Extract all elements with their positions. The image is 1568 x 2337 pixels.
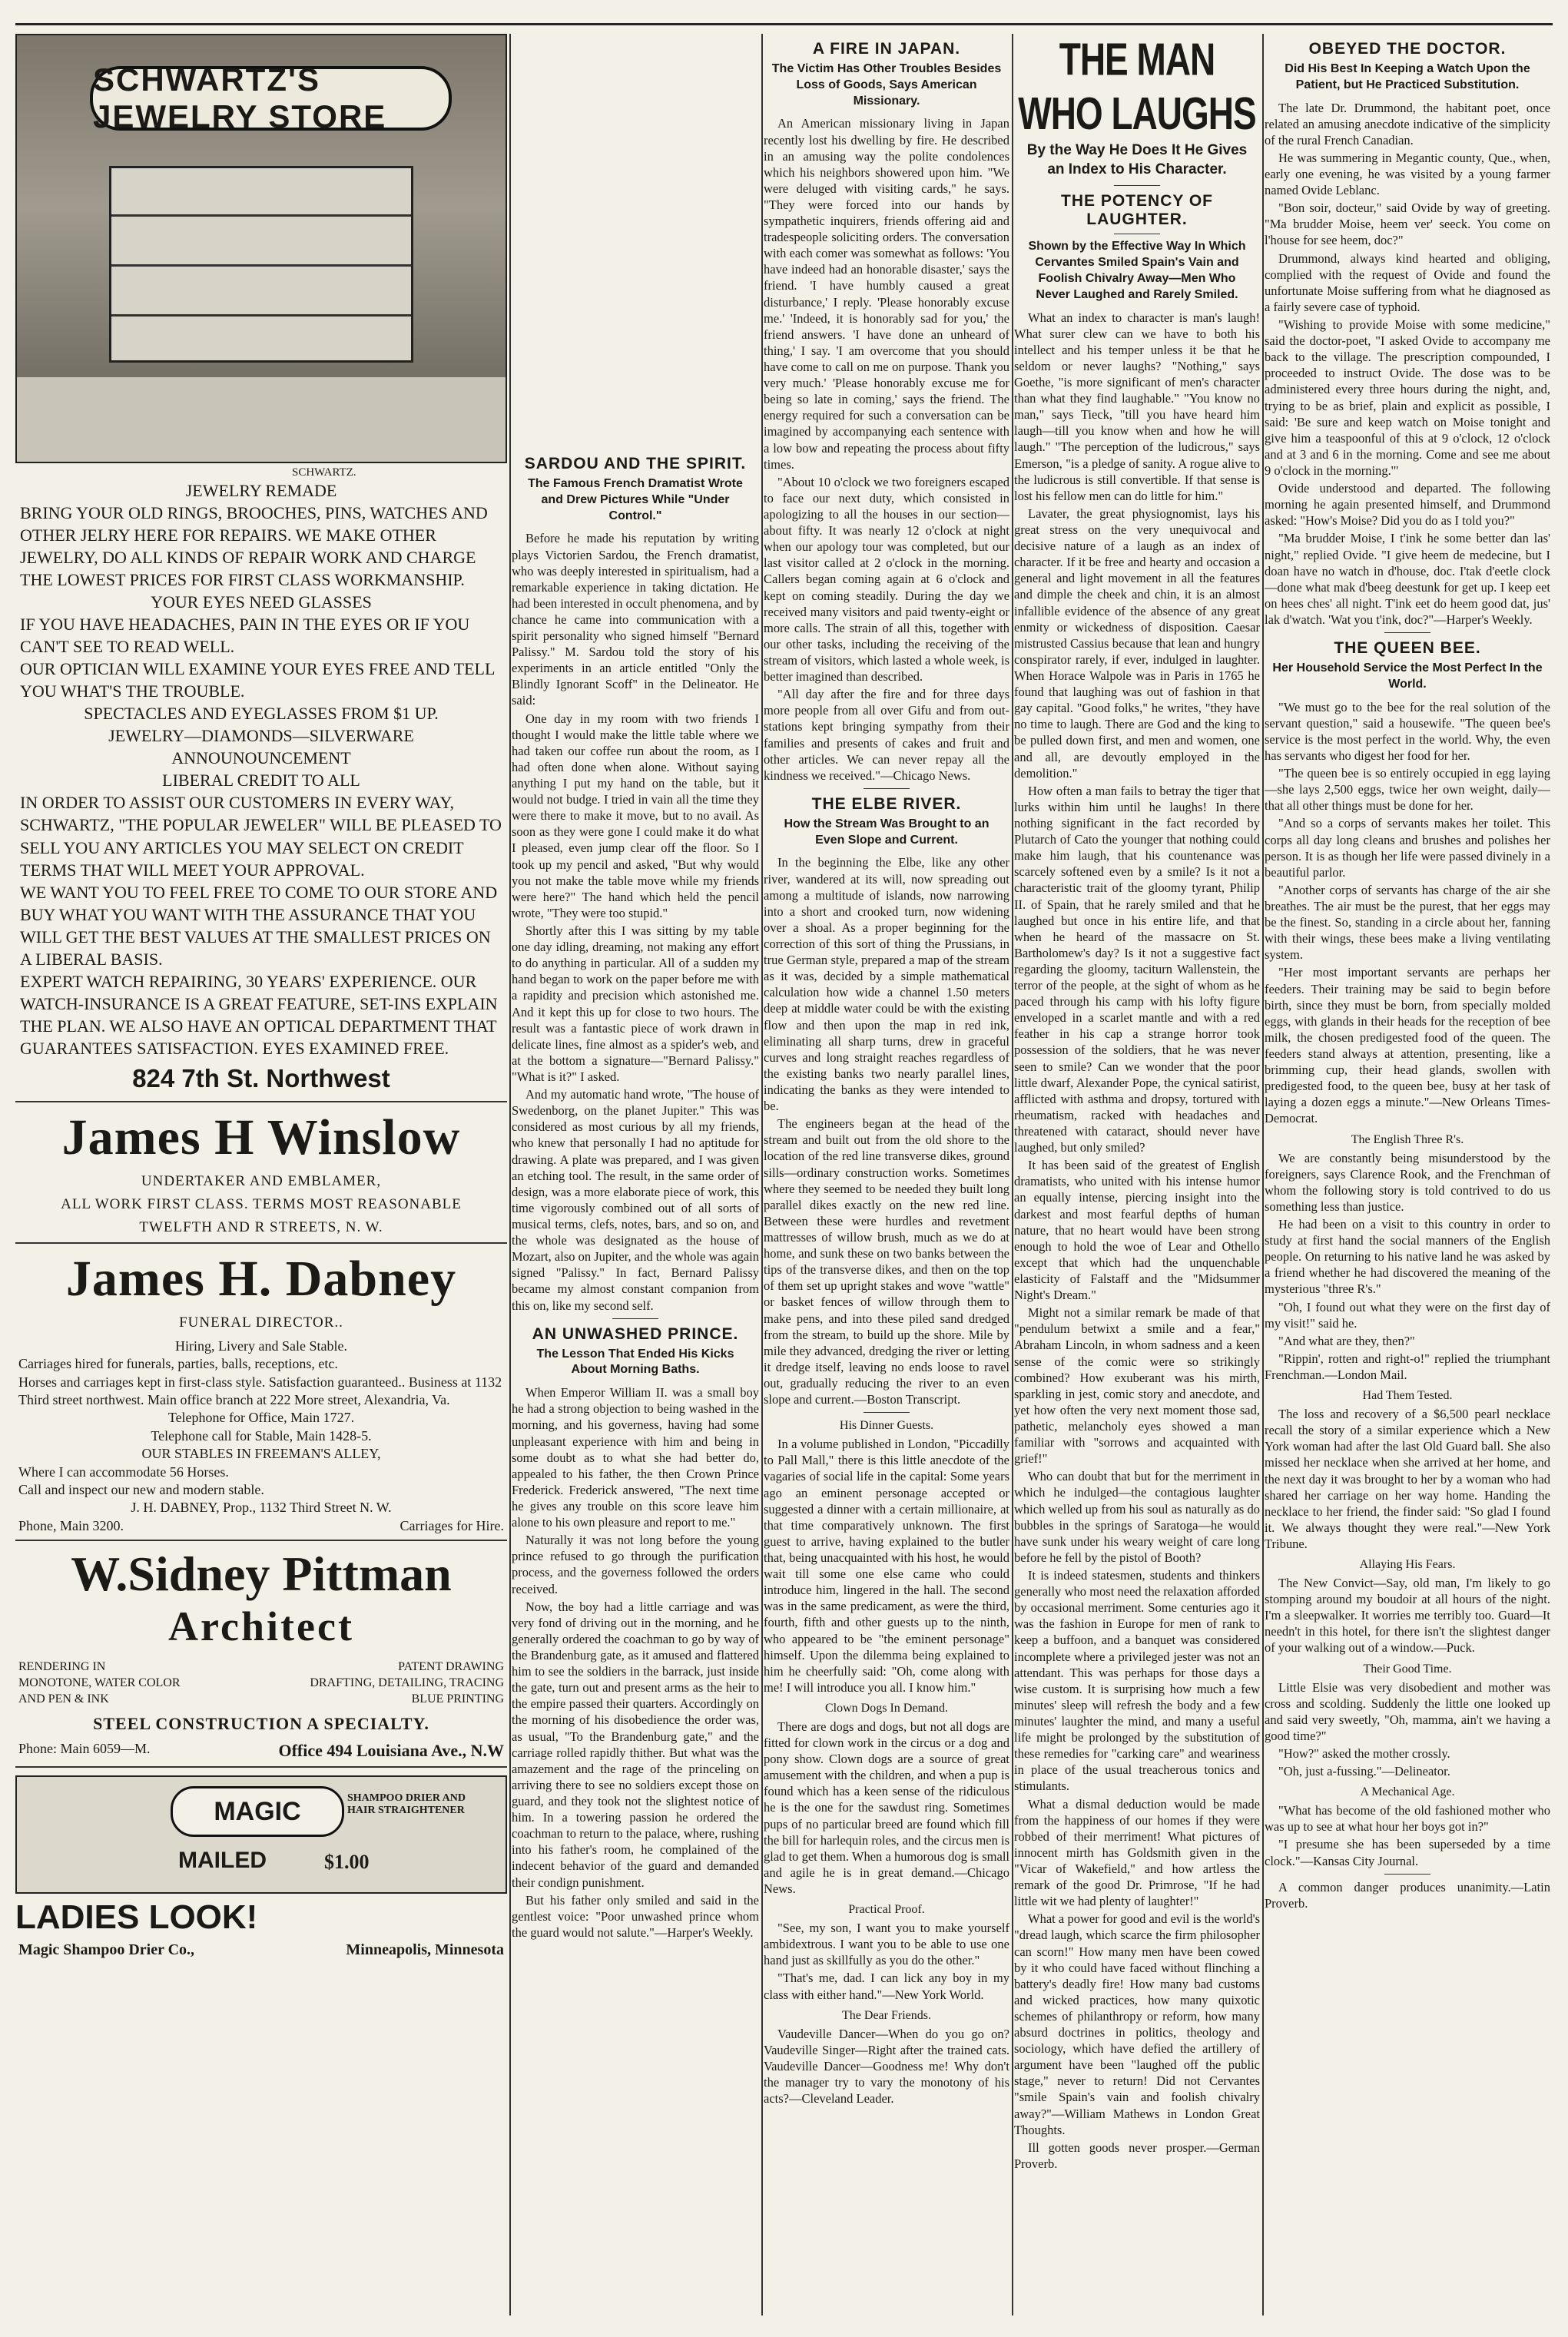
article-paragraph: Ovide understood and departed. The following morning he again presented himself, and Drummond asked: "How's Moise? Did you do as I told you?"	[1265, 481, 1550, 529]
dabney-line: Call and inspect our new and modern stable.	[18, 1481, 264, 1497]
deck: Shown by the Effective Way In Which Cervantes Smiled Spain's Vain and Foolish Chivalry Away—Men Who Never Laughed and Rarely Smiled.	[1028, 240, 1246, 301]
article-paragraph: "Her most important servants are perhaps her feeders. Their training may be said to begin before birth, since they must be born, from specially molded eggs, with glands in their heads for the reception of bee milk, the chosen predigested food of the queen. The feeders stand always at attention, presenting, like a brimming cup, their head glands, swollen with predigested food, to the queen bee, busy at her task of laying a dozen eggs a minute."—New Orleans Times-Democrat.	[1265, 965, 1550, 1126]
article-title: THE ELBE RIVER.	[811, 794, 962, 813]
ad-paragraph: EXPERT WATCH REPAIRING, 30 YEARS' EXPERIENCE. OUR WATCH-INSURANCE IS A GREAT FEATURE, SET-INS EXPLAIN THE PLAN. WE ALSO HAVE AN OPTICAL DEPARTMENT THAT GUARANTEES SATISFACTION. EYES EXAMINED FREE.	[20, 971, 498, 1058]
deck: By the Way He Does It He Gives an Index to His Character.	[1026, 142, 1248, 177]
pittman-office: Office 494 Louisiana Ave., N.W	[278, 1740, 504, 1760]
article-title: THE QUEEN BEE.	[1334, 639, 1481, 658]
schwartz-ad	[15, 479, 507, 1059]
article-paragraph: Vaudeville Dancer—When do you go on? Vaudeville Singer—Right after the trained cats. Vaudeville Dancer—Goodness me! Why don't the manager try to vary the monotony of his acts?—Cleveland Leader.	[764, 2026, 1009, 2107]
pittman-service: MONOTONE, WATER COLOR	[18, 1676, 181, 1689]
article-paragraph: It is indeed statesmen, students and thinkers generally who most need the relaxation afforded by occasional merriment. Some centuries ago it was the fashion in Europe for men of rank to keep a buffoon, and a banquet was considered incomplete where a privileged jester was not an attendant. This was perhaps for those days a wise custom. It is surprising how much a few minutes' sleep will refresh the body and a few minutes' laughter the mind, and many a useful life might be prolonged by the substitution of these remedies for "carking care" and weariness in place of the usual treacherous tonics and stimulants.	[1014, 1567, 1260, 1794]
column-rule	[1262, 34, 1264, 2315]
article-paragraph: "I presume she has been superseded by a time clock."—Kansas City Journal.	[1265, 1837, 1550, 1868]
article-paragraph: What an index to character is man's laugh! What surer clew can we have to both his intellect and his temper unless it be that he seldom or never laughs? "Nothing," says Goethe, "is more significant of men's character than what they find laughable." "You know no man," says Tieck, "till you have heard him laugh—till you know when and how he will laugh." "The perception of the ludicrous," says Emerson, "is a pledge of sanity. A rogue alive to the ludicrous is still convertible. If that sense is lost his fellow men can do little for him."	[1014, 310, 1260, 503]
divider	[15, 1540, 507, 1541]
column-rule	[1012, 34, 1013, 2315]
winslow-line: TWELFTH AND R STREETS, N. W.	[139, 1218, 383, 1235]
magic-price: $1.00	[324, 1851, 370, 1874]
dabney-name: James H. Dabney	[65, 1250, 457, 1307]
divider	[1384, 632, 1430, 633]
store-address: 824 7th St. Northwest	[132, 1063, 390, 1092]
article-paragraph: "All day after the fire and for three days more people from all over Gifu and from out-stations kept bringing sympathy from their families and presents of cakes and fruit and other articles. We can never repay all the kindness we received."—Chicago News.	[764, 687, 1009, 783]
winslow-line: UNDERTAKER AND EMBLAMER,	[141, 1172, 382, 1189]
magic-illustration	[15, 1775, 507, 1894]
article-subtitle: The Famous French Dramatist Wrote and Drew Pictures While "Under Control."	[528, 477, 743, 522]
article-title: A FIRE IN JAPAN.	[812, 40, 961, 58]
magic-sub: SHAMPOO DRIER AND HAIR STRAIGHTENER	[347, 1792, 466, 1817]
article-subtitle: Her Household Service the Most Perfect In the World.	[1272, 661, 1543, 691]
article-title: Their Good Time.	[1363, 1662, 1452, 1676]
divider	[1114, 185, 1160, 186]
magic-shampoo-ad	[15, 1775, 507, 1960]
article-paragraph: One day in my room with two friends I thought I would make the little table where we had taken our coffee run about the room, as I had often done when alone. Without saying anything I put my hand on the table, but it would not budge. I tried in vain all the time they were there to make it move, but to no avail. As soon as they were gone I could make it do what I pleased, even jump clear off the floor. So I took up my pencil and asked, "But why would you not make the table move while my friends were here?" The hand which held the pencil wrote, "They were too stupid."	[512, 711, 759, 920]
article-paragraph: We are constantly being misunderstood by the foreigners, says Clarence Rook, and the Frenchman of whom the following story is told contrived to do us something less than justice.	[1265, 1150, 1550, 1214]
article-paragraph: Might not a similar remark be made of that "pendulum betwixt a smile and a fear," Abraham Lincoln, in whom sadness and a keen sense of the comic were so strikingly combined? How exuberant was his mirth, sparkling in jest, comic story and anecdote, and yet how often the very next moment those sad, pathetic, melancholy eyes showed a man familiar with "sorrows and acquainted with grief!"	[1014, 1305, 1260, 1467]
dabney-line: Carriages hired for funerals, parties, balls, receptions, etc.	[18, 1356, 338, 1372]
dabney-line: Hiring, Livery and Sale Stable.	[175, 1338, 347, 1354]
article-paragraph: "Oh, just a-fussing."—Delineator.	[1278, 1764, 1450, 1779]
article-paragraph: He was summering in Megantic county, Que., when, early one evening, he was visited by a young farmer named Ovide Leblanc.	[1265, 150, 1550, 198]
article-paragraph: The loss and recovery of a $6,500 pearl necklace recall the story of a similar experience which a New York woman had after the last Old Guard ball. She also missed her necklace when she arrived at her home, and the next day it was brought to her by a woman who had shared her carriage on her way home. Handing the necklace to her friend, the finder said: "So glad I found it. We always thought they were real."—New York Tribune.	[1265, 1407, 1550, 1551]
article-paragraph: What a dismal deduction would be made from the happiness of our homes if they were robbed of their merriment! What pictures of innocent mirth has Goldsmith given in the "Vicar of Wakefield," and how artless the remark of the good Dr. Primrose, "If he had little wit we had plenty of laughter!"	[1014, 1796, 1260, 1909]
pittman-phone: Phone: Main 6059—M.	[18, 1740, 151, 1756]
article-paragraph: What a power for good and evil is the world's "dread laugh, which scarce the firm philosopher can scorn!" How many men have been cowed by it who could have faced without flinching a battery's deadly fire! How many bad customs and wicked practices, how many quixotic schemes of philanthropy or reform, how many absurd doctrines in politics, theology and sociology, which have defied the artillery of argument have been "laughed off the public stage," never to return! Did not Cervantes "smile Spain's vain and foolish chivalry away?"—William Mathews in London Great Thoughts.	[1014, 1911, 1260, 2137]
magic-company: Magic Shampoo Drier Co.,	[18, 1941, 195, 1959]
column-3	[764, 34, 1009, 2315]
column-5	[1265, 34, 1550, 2315]
article-paragraph: Little Elsie was very disobedient and mother was cross and scolding. Suddenly the little one looked up and said very sweetly, "Oh, mamma, ain't we having a good time?"	[1265, 1679, 1550, 1743]
dabney-hire: Carriages for Hire.	[399, 1517, 504, 1533]
article-subtitle: Did His Best In Keeping a Watch Upon the Patient, but He Practiced Substitution.	[1285, 62, 1530, 91]
column-4	[1014, 34, 1260, 2315]
article-paragraph: "That's me, dad. I can lick any boy in my class with either hand."—New York World.	[764, 1971, 1009, 2002]
jewelry-store-photo	[15, 34, 507, 463]
article-paragraph: It has been said of the greatest of English dramatists, who united with his intense humor an equally intense, piercing insight into the darkest and most fearful depths of human nature, that no heart would have been strong enough to hold the woe of Lear and Othello except that which had the unquenchable elasticity of Falstaff and the "Midsummer Night's Dream."	[1014, 1158, 1260, 1303]
article-subtitle: How the Stream Was Brought to an Even Slope and Current.	[784, 817, 990, 847]
article-title: OBEYED THE DOCTOR.	[1308, 40, 1507, 58]
dabney-line: Horses and carriages kept in first-class style. Satisfaction guaranteed.. Business at 1132 Third street northwest. Main office branch at 222 More street, Alexandria, Va.	[18, 1374, 502, 1407]
article-title: The English Three R's.	[1351, 1132, 1464, 1146]
article-paragraph: "We must go to the bee for the real solution of the servant question," said a housewife. "The queen bee's service is the most perfect in the world. Why, the even has servants who digest her food for her.	[1265, 699, 1550, 764]
article-paragraph: "Ma brudder Moise, I t'ink he some better dan las' night," replied Ovide. "I give heem de medecine, but I doan have no watch in d'house, doc. I'tak d'eetle clock—done what mak d'beeg deestunk for get up. I keep eet on hees ches' all night. T'ink eet do heem good dat, jus' lak d'watch. 'Wat you t'ink, doc?"—Harper's Weekly.	[1265, 531, 1550, 627]
dabney-line: Where I can accommodate 56 Horses.	[18, 1464, 229, 1480]
column-rule	[509, 34, 511, 2315]
article-title: Allaying His Fears.	[1359, 1558, 1456, 1572]
store-sign: SCHWARTZ'S JEWELRY STORE	[90, 66, 452, 131]
dabney-line: Telephone for Office, Main 1727.	[167, 1410, 355, 1426]
top-rule	[15, 23, 1553, 25]
article-paragraph: He had been on a visit to this country in order to study at first hand the social manners of the English people. On returning to his native land he was asked by a friend whether he had discovered the meaning of the mysterious "three R's."	[1265, 1216, 1550, 1297]
dabney-title: FUNERAL DIRECTOR..	[179, 1314, 343, 1331]
divider	[15, 1242, 507, 1244]
article-subtitle: The Lesson That Ended His Kicks About Morning Baths.	[536, 1347, 734, 1377]
magic-logo: MAGIC	[171, 1786, 344, 1837]
article-subtitle: The Victim Has Other Troubles Besides Loss of Goods, Says American Missionary.	[771, 62, 1002, 108]
article-paragraph: "What has become of the old fashioned mother who was up to see at what hour her boys got in?"	[1265, 1803, 1550, 1835]
article-title: His Dinner Guests.	[839, 1419, 934, 1433]
divider	[1384, 1874, 1430, 1875]
pittman-service: PATENT DRAWING	[398, 1660, 504, 1674]
article-paragraph: A common danger produces unanimity.—Latin Proverb.	[1265, 1879, 1550, 1911]
winslow-name: James H Winslow	[61, 1109, 461, 1165]
advertisement-column	[15, 34, 507, 2315]
photo-caption: SCHWARTZ.	[292, 466, 356, 479]
article-title: SARDOU AND THE SPIRIT.	[524, 455, 747, 472]
column-2	[512, 34, 759, 2315]
article-paragraph: "How?" asked the mother crossly.	[1278, 1746, 1450, 1762]
article-title: Practical Proof.	[848, 1903, 925, 1917]
article-paragraph: Now, the boy had a little carriage and was very fond of driving out in the morning, and he generally ordered the coachman to go by way of the Brandenburg gate, as it amused and flattered him to see the soldiers in the barrack, just inside the gate, turn out and present arms as the heir to the empire passed their quarters. Accordingly on the morning of his disobedience the order was, as usual, "To the Brandenburg gate," and the carriage rolled rapidly thither. But what was the amazement and the rage of the princeling on arriving there to see no soldiers except those on guard, and they took not the slightest notice of him. In a towering passion he ordered the coachman to return to the palace, where, rushing into his father's room, he complained of the indecent behavior of the guard and demanded their condign punishment.	[512, 1599, 759, 1890]
article-title: The Dear Friends.	[842, 2008, 931, 2022]
article-paragraph: "Another corps of servants has charge of the air she breathes. The air must be the purest, that her eggs may be the finest. So, standing in a circle about her, fanning with their wings, these bees make a living ventilating system.	[1265, 882, 1550, 963]
article-paragraph: The engineers began at the head of the stream and built out from the old shore to the location of the red line transverse dikes, ground sills—ordinary construction works. Sometimes where they seemed to be needed they built long parallel dikes exactly on the new red line. Between these were hurdles and revetment mattresses of willow brush, much as we do at home, and sunk these on two banks between the tips of the transverse dikes, and then on the top of them set up upright stakes and wove "wattle" or basket fences of willow through them to make pens, and into these piled sand dredged from the stream, to build up the shore. Mile by mile they advanced, dredging the river or letting it dredge itself, leaving no ends loose to ravel out, gradually reducing the river to an even slope and current.—Boston Transcript.	[764, 1116, 1009, 1407]
dabney-ad	[15, 1250, 507, 1535]
article-paragraph: "About 10 o'clock we two foreigners escaped to face our next duty, which consisted in apologizing to all the houses in our section—about fifty. It was nearly 12 o'clock at night when our apology tour was completed, but our last visitor called at 2 o'clock in the morning. Callers began coming again at 6 o'clock and kept on coming steadily. During the day we received many visitors and paid twenty-eight or more calls. The strain of all this, together with our other tasks, including the receiving of the stream of visitors, which lasted a whole week, is better imagined than described.	[764, 474, 1009, 685]
article-paragraph: In a volume published in London, "Piccadilly to Pall Mall," there is this little anecdote of the vagaries of social life in the capital: Some years ago an eminent personage accepted or suggested a dinner with a certain millionaire, at that time comparatively unknown. The first guest to arrive, having explained to the butler that, being unacquainted with his host, he would wait till some one else came who could introduce him, lingered in the hall. The second was in the same predicament, as were the third, fourth, fifth and other guests up to the ninth, who appeared to be "the eminent personage" himself. Upon the dilemma being explained to him he cheerfully said: "Oh, come along with me! I will introduce you all. I know him."	[764, 1437, 1009, 1695]
winslow-line: ALL WORK FIRST CLASS. TERMS MOST REASONABLE	[61, 1195, 462, 1212]
pittman-service: BLUE PRINTING	[411, 1692, 504, 1706]
article-paragraph: The New Convict—Say, old man, I'm likely to go stomping around my boudoir at all hours of the night. I'm a sleepwalker. It worries me terribly too. Guard—It needn't in this hotel, for there isn't the slightest danger of your walking out of a window.—Puck.	[1265, 1576, 1550, 1656]
magic-city: Minneapolis, Minnesota	[346, 1941, 504, 1959]
article-paragraph: "Rippin', rotten and right-o!" replied the triumphant Frenchman.—London Mail.	[1265, 1351, 1550, 1382]
article-paragraph: Lavater, the great physiognomist, lays his great stress on the very unequivocal and decisive nature of a laugh as an index of character. If it be free and hearty and occasion a general and light movement in all the features and dimple the cheek and chin, it is an almost infallible evidence of the absence of any great enmity or wickedness of disposition. Caesar mistrusted Cassius because that lean and hungry conspirator rarely, if ever, indulged in laughter. When Horace Walpole was in Paris in 1765 he found that laughing was out of fashion in that gay capital. "Good folks," he writes, "they have no time to laugh. There are God and the king to be pulled down first, and men and women, one and all, are devoutly employed in the demolition."	[1014, 506, 1260, 781]
winslow-ad	[15, 1109, 507, 1236]
ad-paragraph: OUR OPTICIAN WILL EXAMINE YOUR EYES FREE AND TELL YOU WHAT'S THE TROUBLE.	[20, 659, 495, 701]
deck: THE POTENCY OF LAUGHTER.	[1061, 192, 1213, 229]
ad-paragraph: BRING YOUR OLD RINGS, BROOCHES, PINS, WATCHES AND OTHER JELRY HERE FOR REPAIRS. WE MAKE OTHER JEWELRY, DO ALL KINDS OF REPAIR WORK AND CHARGE THE LOWEST PRICES FOR FIRST CLASS WORKMANSHIP.	[20, 503, 488, 590]
article-paragraph: When Emperor William II. was a small boy he had a strong objection to being washed in the morning, and his governess, having had some unpleasant experience with him and being in some doubt as to what she had better do, appealed to his father, the then Crown Prince Frederick. Frederick answered, "The next time he gives any trouble on this score leave him alone to his own pleasure and report to me."	[512, 1385, 759, 1530]
article-paragraph: Drummond, always kind hearted and obliging, complied with the request of Ovide and found the unfortunate Moise suffering from what he diagnosed as a fairly severe case of typhoid.	[1265, 250, 1550, 314]
dabney-line: J. H. DABNEY, Prop., 1132 Third Street N. W.	[131, 1500, 392, 1516]
pittman-service: RENDERING IN	[18, 1660, 106, 1674]
article-paragraph: Ill gotten goods never prosper.—German Proverb.	[1014, 2140, 1260, 2171]
article-paragraph: "Oh, I found out what they were on the first day of my visit!" said he.	[1265, 1299, 1550, 1331]
article-paragraph: "And so a corps of servants makes her toilet. This corps all day long cleans and brushes and polishes her person. It is as though her life were passed divinely in a beautiful parlor.	[1265, 816, 1550, 880]
article-paragraph: But his father only smiled and said in the gentlest voice: "Poor unwashed prince whom the guard would not salute."—Harper's Weekly.	[512, 1892, 759, 1940]
pittman-service: AND PEN & INK	[18, 1692, 109, 1706]
article-paragraph: There are dogs and dogs, but not all dogs are fitted for clown work in the circus or a dog and pony show. Clown dogs are a source of great amusement with the children, and when a pup is found which has a keen sense of the ridiculous he is the one for the sawdust ring. Sometimes pups of no particular breed are found which fill the bill for harlequin roles, and the circus men is glad to get them. When a humorous dog is small and agile he is in great demand.—Chicago News.	[764, 1719, 1009, 1897]
divider	[864, 788, 910, 789]
divider	[864, 1412, 910, 1413]
article-title: Clown Dogs In Demand.	[825, 1701, 948, 1715]
article-paragraph: "And what are they, then?"	[1278, 1333, 1415, 1348]
article-paragraph: Who can doubt that but for the merriment in which he indulged—the contagious laughter which welled up from his soul as naturally as do bubbles in the springs of Saratoga—he would have sunk under his weary weight of care long before he fell by the pistol of Booth?	[1014, 1469, 1260, 1565]
ad-heading: ANNOUNOUNCEMENT	[171, 748, 351, 768]
pittman-title: Architect	[168, 1603, 354, 1650]
article-paragraph: In the beginning the Elbe, like any other river, wandered at its will, now spreading out among a multitude of islands, now narrowing into a short and crooked turn, now widening over a shoal. As a proper beginning for the correction of this sort of thing the Prussians, in true German style, prepared a map of the stream as it was, decided by a simple mathematical calculation how wide a channel 1.50 meters deep at middle water could be with the existing flow and then upon the map in red ink, eliminating all sharp turns, drew in graceful curves and long straight reaches regardless of the existing banks two nearly parallel lines, indicating the banks as they were intended to be.	[764, 855, 1009, 1114]
column-rule	[761, 34, 763, 2315]
article-paragraph: How often a man fails to betray the tiger that lurks within him until he laughs! In there nothing significant in the fact recorded by Plutarch of Cato the younger that nothing could make him laugh, that his countenance was scarcely softened even by a smile? Is it not a characteristic trait of the gloomy tyrant, Philip II. of Spain, that he rarely smiled and that he laughed but once in his entire life, and that when he heard of the massacre on St. Bartholomew's day? Is it not a suggestive fact regarding the gloomy, taciturn Wallenstein, the terror of the people, at the sight of whom as he paced through his camp with his lofty figure enveloped in a scarlet mantle and with a red feather in his cap a strange horror took possession of the soldiers, that he was never seen to smile? Can we wonder that the poor little dwarf, Alexander Pope, the cynical satirist, afflicted with asthma and dropsy, tortured with rheumatism, racked with headaches and threatened with cataract, should never have laughed, but only smiled?	[1014, 783, 1260, 1155]
dabney-phone: Phone, Main 3200.	[18, 1517, 124, 1533]
article-paragraph: "Bon soir, docteur," said Ovide by way of greeting. "Ma brudder Moise, heem ver' seeck. You come on l'house for see heem, doc?"	[1265, 201, 1550, 248]
article-paragraph: Shortly after this I was sitting by my table one day idling, dreaming, not making any effort to do anything in particular. All of a sudden my hand began to work on the paper before me with a rapidity and precision which astonished me. And it kept this up for close to two hours. The result was a fantastic piece of work drawn in delicate lines, fine almost as a spider's web, and at the bottom a signature—"Bernard Palissy." "What is it?" I asked.	[512, 923, 759, 1084]
divider	[15, 1101, 507, 1102]
pittman-name: W.Sidney Pittman	[71, 1546, 452, 1602]
ladies-look: LADIES LOOK!	[15, 1898, 258, 1937]
ad-heading: YOUR EYES NEED GLASSES	[151, 592, 372, 612]
sidewalk	[17, 377, 506, 462]
article-paragraph: "See, my son, I want you to make yourself ambidextrous. I want you to be able to use one hand just as skillfully as you do the other."	[764, 1921, 1009, 1968]
ad-paragraph: IF YOU HAVE HEADACHES, PAIN IN THE EYES OR IF YOU CAN'T SEE TO READ WELL.	[20, 615, 470, 657]
ad-heading: JEWELRY REMADE	[185, 481, 337, 500]
pittman-ad	[15, 1546, 507, 1762]
pittman-service: DRAFTING, DETAILING, TRACING	[310, 1676, 504, 1689]
dabney-line: OUR STABLES IN FREEMAN'S ALLEY,	[141, 1446, 381, 1462]
article-paragraph: And my automatic hand wrote, "The house of Swedenborg, on the planet Jupiter." This was considered as most curious by all my friends, who knew that personally I had no aptitude for drawing. A plate was prepared, and I was given an etching tool. The result, in the same order of design, was a more elaborate piece of work, this time vigorously combined out of all sorts of musical terms, clefs, notes, bars, and so on, and the whole was designated as the house of Mozart, also on Jupiter, and the whole was again signed "Palissy." In fact, Bernard Palissy became my almost constant companion from this on, like my second self.	[512, 1087, 759, 1313]
pittman-spec: STEEL CONSTRUCTION A SPECIALTY.	[93, 1713, 429, 1733]
divider	[612, 1318, 658, 1319]
dabney-line: Telephone call for Stable, Main 1428-5.	[151, 1427, 372, 1444]
ad-heading: JEWELRY—DIAMONDS—SILVERWARE	[108, 726, 414, 746]
article-paragraph: Before he made his reputation by writing plays Victorien Sardou, the French dramatist, who was deeply interested in spiritualism, had a remarkable experience in taking dictation. He had been interested in occult phenomena, and by chance he came into communication with a spirit personality who signed himself "Bernard Palissy." M. Sardou told the story of his experiments in an article entitled "Only the Blindly Ignorant Scoff" in the Delineator. He said:	[512, 531, 759, 708]
shop-window	[109, 166, 413, 363]
divider	[15, 1766, 507, 1768]
article-title: AN UNWASHED PRINCE.	[532, 1324, 739, 1343]
article-title: Had Them Tested.	[1362, 1389, 1453, 1403]
article-paragraph: An American missionary living in Japan recently lost his dwelling by fire. He described in an amusing way the polite condolences which his neighbors showered upon him. "We were deluged with visiting cards," he says. "They were forced into our hands by sympathetic inquirers, friends offering aid and tradespeople soliciting orders. The conversation with each comer was somewhat as follows: 'You have indeed had an honorable disaster,' says the friend. 'I have humbly caused a great disturbance,' I reply. 'Please honorably excuse me.' 'Indeed, it is honorably sad for you,' the friend answers. 'I have done an unheard of thing,' I say. 'I am overcome that you should have come to call on me on purpose. Thank you very much.' 'Please honorably excuse me for being so late in coming,' says the friend. The energy required for such a conversation can be imagined by accompanying each sentence with a low bow and repeating the process about fifty times.	[764, 116, 1009, 472]
magic-mailed: MAILED	[178, 1848, 267, 1874]
ad-heading: SPECTACLES AND EYEGLASSES FROM $1 UP.	[84, 704, 439, 724]
ad-paragraph: WE WANT YOU TO FEEL FREE TO COME TO OUR STORE AND BUY WHAT YOU WANT WITH THE ASSURANCE THAT YOU WILL GET THE BEST VALUES AT THE SMALLEST PRICES ON A LIBERAL BASIS.	[20, 882, 498, 969]
article-paragraph: "The queen bee is so entirely occupied in egg laying—she lays 2,500 eggs, twice her own weight, daily—that all other things must be done for her.	[1265, 766, 1550, 814]
article-paragraph: The late Dr. Drummond, the habitant poet, once related an amusing anecdote indicative of the simplicity of the rural French Canadian.	[1265, 100, 1550, 148]
ad-paragraph: IN ORDER TO ASSIST OUR CUSTOMERS IN EVERY WAY, SCHWARTZ, "THE POPULAR JEWELER" WILL BE PLEASED TO SELL YOU ANY ARTICLES YOU MAY SELECT ON CREDIT TERMS THAT WILL MEET YOUR APPROVAL.	[20, 793, 502, 880]
ad-heading: LIBERAL CREDIT TO ALL	[162, 771, 360, 791]
headline: THE MAN WHO LAUGHS	[1018, 34, 1256, 139]
article-title: A Mechanical Age.	[1360, 1785, 1455, 1799]
article-paragraph: Naturally it was not long before the young prince refused to go through the purification process, and the governess followed the orders received.	[512, 1533, 759, 1596]
article-paragraph: "Wishing to provide Moise with some medicine," said the doctor-poet, "I asked Ovide to accompany me back to the village. The prescription compounded, I proceeded to instruct Ovide. The dose was to be administered every three hours during the night, and, trying to be as brief, plain and explicit as possible, I said: 'Be sure and keep watch on Moise tonight and give him a teaspoonful of this at 9 o'clock, 12 o'clock and at 3 and 6 in the morning. Come and see me about 9 o'clock in the morning.'"	[1265, 317, 1550, 478]
